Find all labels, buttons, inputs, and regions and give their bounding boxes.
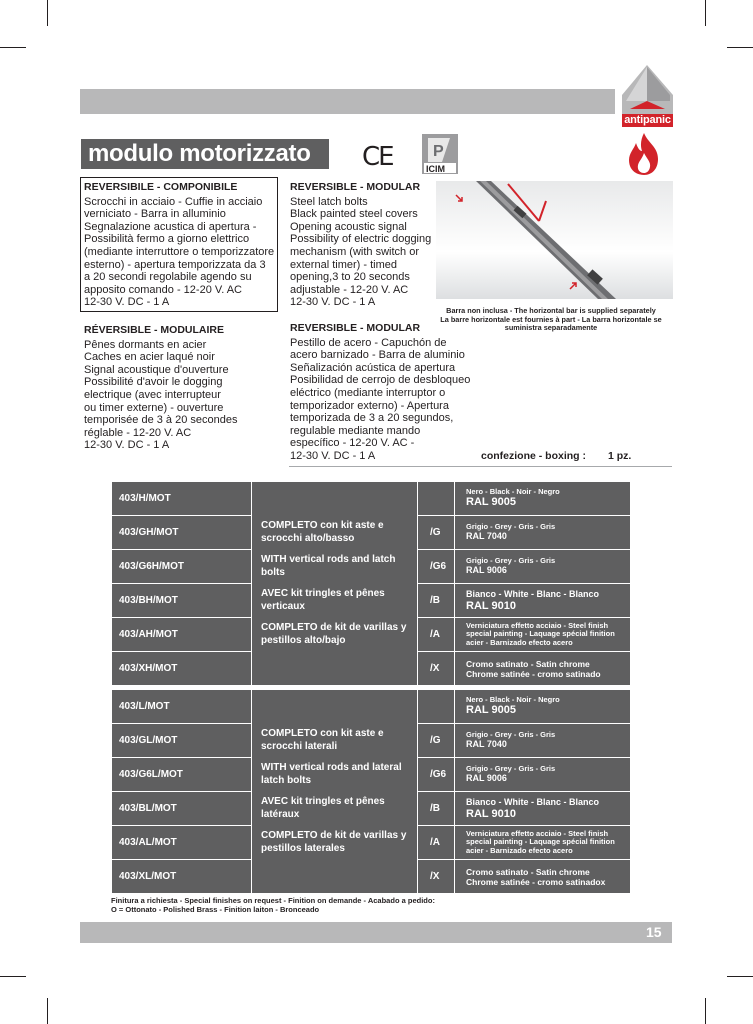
photo-caption-line: La barre horizontale est fournies à part - La barra horizontale se <box>440 314 662 324</box>
product-code: 403/GL/MOT <box>112 724 252 758</box>
color-name: Chrome satinée - cromo satinado <box>466 668 601 679</box>
color-name: Cromo satinato - Satin chrome <box>466 658 590 669</box>
color-ral: RAL 7040 <box>466 739 507 750</box>
product-code: 403/AL/MOT <box>112 826 252 860</box>
italian-line: apposito comando - 12-20 V. AC <box>84 283 242 296</box>
finish-color <box>455 550 631 584</box>
finish-color <box>455 652 631 686</box>
italian-line: Segnalazione acustica di apertura - <box>84 220 257 233</box>
product-code: 403/H/MOT <box>112 482 252 516</box>
english-line: 12-30 V. DC - 1 A <box>290 296 376 309</box>
spanish-heading: REVERSIBLE - MODULAR <box>290 322 421 334</box>
photo-caption-line: suministra separadamente <box>504 323 598 333</box>
product-description <box>252 690 418 894</box>
packing-label: confezione - boxing : <box>481 450 586 462</box>
finish-suffix: /A <box>418 618 455 652</box>
english-line: external timer) - timed <box>290 258 397 271</box>
color-name: Verniciatura effetto acciaio - Steel finish <box>466 828 609 838</box>
spanish-line: temporizada de 3 a 20 segundos, <box>290 412 454 425</box>
spanish-line: Señalización acústica de apertura <box>290 361 456 374</box>
fire-icon <box>624 131 664 177</box>
spanish-line: eléctrico (mediante interruptor o <box>290 386 446 399</box>
spanish-line: Posibilidad de cerrojo de desbloqueo <box>290 374 471 387</box>
crop-mark <box>0 47 26 48</box>
italian-heading: REVERSIBILE - COMPONIBILE <box>84 181 238 193</box>
description-it: COMPLETO con kit aste e scrocchi alto/basso <box>261 520 384 544</box>
color-name: special painting - Laquage spécial finition <box>466 837 615 847</box>
description-fr: AVEC kit tringles et pênes latéraux <box>261 796 385 820</box>
table-row <box>112 690 631 724</box>
english-line: opening,3 to 20 seconds <box>290 271 410 284</box>
finish-suffix: /X <box>418 652 455 686</box>
finish-color <box>455 724 631 758</box>
crop-mark <box>727 976 753 977</box>
description-es: COMPLETO de kit de varillas y pestillos laterales <box>261 830 407 854</box>
crop-mark <box>705 998 706 1024</box>
product-code: 403/BH/MOT <box>112 584 252 618</box>
english-line: Black painted steel covers <box>290 208 418 221</box>
color-name: Nero - Black - Noir - Negro <box>466 486 560 496</box>
english-line: mechanism (with switch or <box>290 245 419 258</box>
spanish-line: específico - 12-20 V. AC - <box>290 437 415 450</box>
footnote-line: O = Ottonato - Polished Brass - Finition laiton - Bronceado <box>111 905 320 914</box>
color-name: Grigio - Grey - Gris - Gris <box>466 521 556 531</box>
finish-color <box>455 860 631 894</box>
finish-color <box>455 584 631 618</box>
product-code: 403/AH/MOT <box>112 618 252 652</box>
product-code: 403/XL/MOT <box>112 860 252 894</box>
english-line: Steel latch bolts <box>290 195 368 208</box>
crop-mark <box>727 47 753 48</box>
finish-suffix: /A <box>418 826 455 860</box>
italian-line: verniciato - Barra in alluminio <box>84 208 226 221</box>
brand-label: antipanic <box>622 114 673 127</box>
color-name: Chrome satinée - cromo satinadox <box>466 876 606 887</box>
italian-line: Scrocchi in acciaio - Cuffie in acciaio <box>84 195 263 208</box>
color-name: Verniciatura effetto acciaio - Steel finish <box>466 620 609 630</box>
page-title: modulo motorizzato <box>81 139 329 169</box>
finish-color <box>455 482 631 516</box>
italian-line: a 20 secondi regolabile agendo su <box>84 271 252 284</box>
italian-line: esterno) - apertura temporizzata da 3 <box>84 258 266 271</box>
finish-suffix: /G6 <box>418 550 455 584</box>
color-ral: RAL 9010 <box>466 807 516 820</box>
product-table-lateral <box>111 689 631 894</box>
color-ral: RAL 9005 <box>466 704 516 717</box>
english-line: adjustable - 12-20 V. AC <box>290 283 409 296</box>
page-number: 15 <box>646 924 662 940</box>
crop-mark <box>0 976 26 977</box>
product-code: 403/GH/MOT <box>112 516 252 550</box>
english-line: Possibility of electric dogging <box>290 233 432 246</box>
icim-certification-icon <box>422 134 458 174</box>
french-line: Possibilité d'avoir le dogging <box>84 376 223 389</box>
crop-mark <box>47 0 48 26</box>
finish-footnote <box>111 896 435 914</box>
motorized-module-image <box>436 181 673 299</box>
english-line: Opening acoustic signal <box>290 220 407 233</box>
italian-line: (mediante interruttore o temporizzatore <box>84 245 275 258</box>
crop-mark <box>47 998 48 1024</box>
description-en: WITH vertical rods and latch bolts <box>261 554 396 578</box>
color-ral: RAL 9005 <box>466 496 516 509</box>
packing-value: 1 pz. <box>608 450 632 462</box>
crop-mark <box>705 0 706 26</box>
french-line: Signal acoustique d'ouverture <box>84 363 229 376</box>
finish-color <box>455 516 631 550</box>
color-name: Bianco - White - Blanc - Blanco <box>466 796 600 807</box>
description-en: WITH vertical rods and lateral latch bolts <box>261 762 402 786</box>
finish-color <box>455 758 631 792</box>
color-ral: RAL 9006 <box>466 565 507 576</box>
english-heading: REVERSIBLE - MODULAR <box>290 181 421 193</box>
svg-text:P: P <box>433 143 444 160</box>
finish-suffix: /G6 <box>418 758 455 792</box>
product-photo <box>436 181 673 299</box>
spanish-line: temporizador externo) - Apertura <box>290 399 449 412</box>
italian-line: 12-30 V. DC - 1 A <box>84 296 170 309</box>
french-line: Caches en acier laqué noir <box>84 351 215 364</box>
color-name: acier - Barnizado efecto acero <box>466 637 573 647</box>
product-code: 403/XH/MOT <box>112 652 252 686</box>
svg-text:ICIM: ICIM <box>426 164 445 174</box>
color-ral: RAL 9006 <box>466 773 507 784</box>
color-name: special painting - Laquage spécial finition <box>466 629 615 639</box>
finish-color <box>455 690 631 724</box>
finish-suffix <box>418 482 455 516</box>
finish-suffix: /G <box>418 516 455 550</box>
product-table-vertical <box>111 481 631 686</box>
footer-bar <box>80 922 672 943</box>
product-code: 403/G6L/MOT <box>112 758 252 792</box>
finish-suffix <box>418 690 455 724</box>
finish-suffix: /B <box>418 584 455 618</box>
italian-description <box>84 181 279 309</box>
french-line: 12-30 V. DC - 1 A <box>84 439 170 452</box>
color-ral: RAL 7040 <box>466 531 507 542</box>
color-name: Grigio - Grey - Gris - Gris <box>466 729 556 739</box>
divider <box>289 466 672 467</box>
spanish-description <box>290 322 480 463</box>
finish-color <box>455 792 631 826</box>
description-it: COMPLETO con kit aste e scrocchi laterali <box>261 728 384 752</box>
color-ral: RAL 9010 <box>466 599 516 612</box>
color-name: acier - Barnizado efecto acero <box>466 845 573 855</box>
description-es: COMPLETO de kit de varillas y pestillos alto/bajo <box>261 622 407 646</box>
spanish-line: Pestillo de acero - Capuchón de <box>290 336 447 349</box>
french-line: Pênes dormants en acier <box>84 338 207 351</box>
spanish-line: regulable mediante mando <box>290 424 421 437</box>
product-code: 403/G6H/MOT <box>112 550 252 584</box>
description-fr: AVEC kit tringles et pênes verticaux <box>261 588 385 612</box>
color-name: Grigio - Grey - Gris - Gris <box>466 763 556 773</box>
italian-line: Possibilità fermo a giorno elettrico <box>84 233 250 246</box>
photo-caption-line: Barra non inclusa - The horizontal bar is supplied separately <box>446 306 656 315</box>
french-description <box>84 324 284 452</box>
spanish-line: acero barnizado - Barra de aluminio <box>290 349 465 362</box>
finish-suffix: /B <box>418 792 455 826</box>
french-line: ou timer externe) - ouverture <box>84 401 224 414</box>
french-heading: RÉVERSIBLE - MODULAIRE <box>84 324 225 336</box>
finish-suffix: /G <box>418 724 455 758</box>
finish-color <box>455 826 631 860</box>
product-code: 403/BL/MOT <box>112 792 252 826</box>
color-name: Grigio - Grey - Gris - Gris <box>466 555 556 565</box>
french-line: temporisée de 3 à 20 secondes <box>84 414 238 427</box>
footnote-line: Finitura a richiesta - Special finishes on request - Finition on demande - Acabado a pedido: <box>111 896 435 905</box>
finish-color <box>455 618 631 652</box>
finish-suffix: /X <box>418 860 455 894</box>
table-row <box>112 482 631 516</box>
french-line: réglable - 12-20 V. AC <box>84 426 192 439</box>
color-name: Cromo satinato - Satin chrome <box>466 866 590 877</box>
english-description <box>290 181 438 309</box>
french-line: electrique (avec interrupteur <box>84 388 221 401</box>
header-bar <box>80 89 615 114</box>
color-name: Bianco - White - Blanc - Blanco <box>466 588 600 599</box>
color-name: Nero - Black - Noir - Negro <box>466 694 560 704</box>
product-description <box>252 482 418 686</box>
product-code: 403/L/MOT <box>112 690 252 724</box>
spanish-line: 12-30 V. DC - 1 A <box>290 449 376 462</box>
ce-mark-icon: CE <box>362 142 393 172</box>
